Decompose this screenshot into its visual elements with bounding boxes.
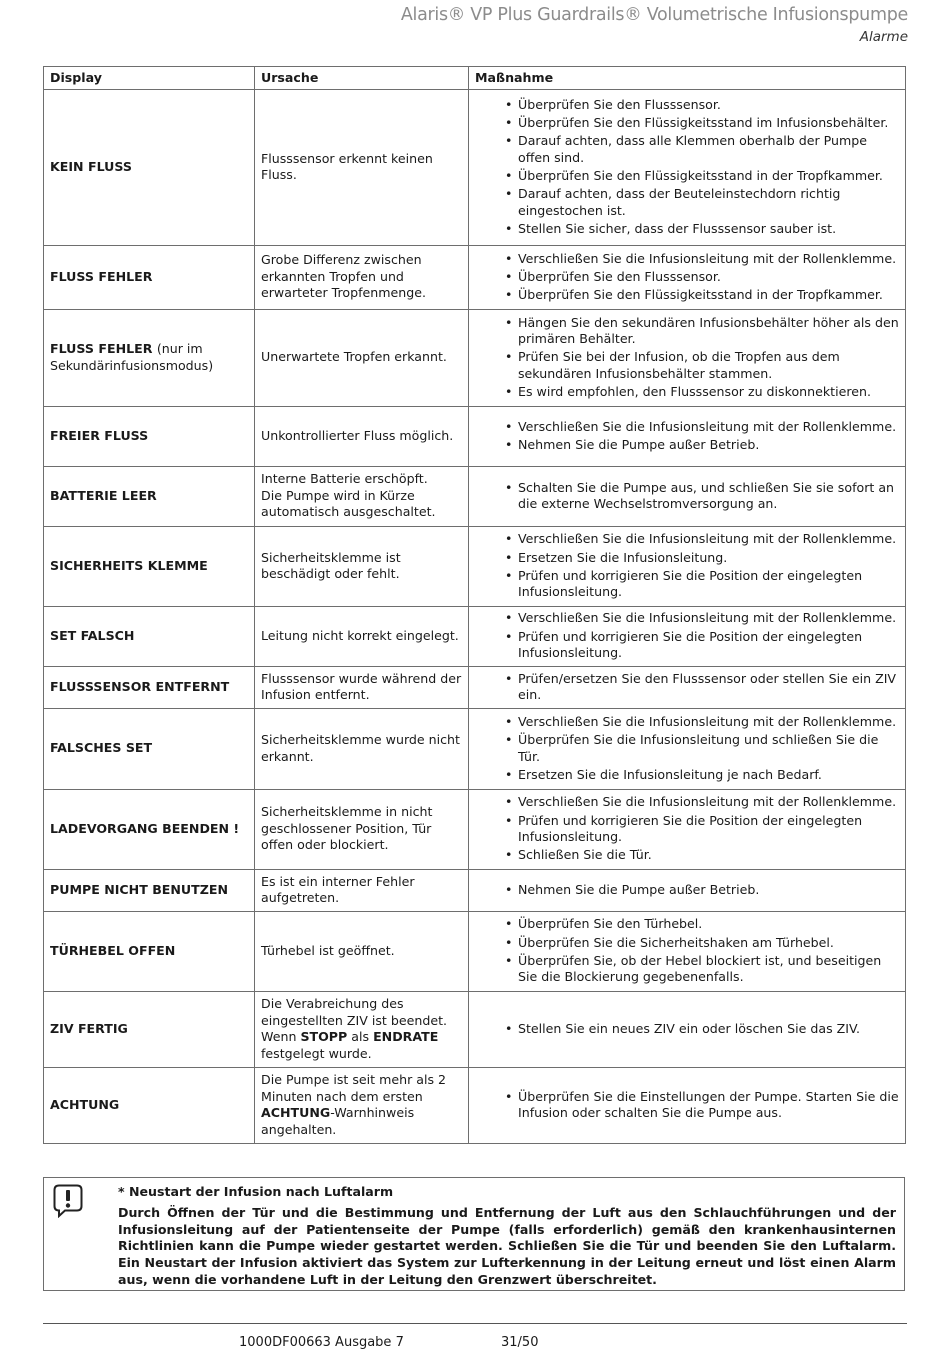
alarm-display-text: FLUSS FEHLER — [50, 268, 153, 284]
alarm-display-cell — [44, 309, 255, 406]
column-header-action: Maßnahme — [469, 67, 906, 90]
alarm-action-list — [475, 916, 899, 985]
alarm-action-list — [475, 531, 899, 600]
alarm-action-item: • Schalten Sie die Pumpe aus, und schließen Sie sie sofort an die externe Wechselstromversorgung an. — [475, 480, 899, 513]
alarm-action-item: • Prüfen/ersetzen Sie den Flusssensor oder stellen Sie ein ZIV ein. — [475, 671, 899, 704]
alarm-cause-text: Die Verabreichung des eingestellten ZIV ist beendet. Wenn — [261, 995, 448, 1045]
alarm-cause-cell — [255, 606, 469, 666]
alarm-action-item: • Überprüfen Sie die Einstellungen der Pumpe. Starten Sie die Infusion oder schalten Sie die Pumpe aus. — [475, 1089, 899, 1122]
alarm-cause-cell — [255, 406, 469, 466]
alarm-display-cell — [44, 869, 255, 911]
alarm-action-item: • Darauf achten, dass alle Klemmen oberhalb der Pumpe offen sind. — [475, 133, 899, 166]
column-header-cause: Ursache — [255, 67, 469, 90]
alarm-row — [44, 309, 906, 406]
alarm-display-text: KEIN FLUSS — [50, 158, 132, 174]
alarm-cause-cell — [255, 666, 469, 708]
alarm-display-text: BATTERIE LEER — [50, 487, 157, 503]
alarm-display-cell — [44, 606, 255, 666]
alarm-row — [44, 89, 906, 245]
alarm-display-text: FALSCHES SET — [50, 740, 153, 756]
alarm-display-text: SET FALSCH — [50, 627, 135, 643]
alarm-cause-cell — [255, 708, 469, 789]
alarm-display-text: FLUSS FEHLER — [50, 341, 153, 356]
alarm-action-cell — [469, 789, 906, 869]
alarm-cause-text: Türhebel ist geöffnet. — [261, 942, 395, 958]
warning-note-icon — [53, 1184, 83, 1222]
alarm-action-item: • Überprüfen Sie den Flüssigkeitsstand in der Tropfkammer. — [475, 287, 899, 304]
alarm-row — [44, 1067, 906, 1143]
alarm-display-text: PUMPE NICHT BENUTZEN — [50, 881, 229, 897]
alarm-action-list — [475, 315, 899, 401]
alarm-cause-text: festgelegt wurde. — [261, 1045, 372, 1061]
alarm-action-item: • Schließen Sie die Tür. — [475, 847, 899, 864]
alarm-display-text: SICHERHEITS KLEMME — [50, 557, 208, 573]
alarm-action-item: • Prüfen und korrigieren Sie die Position der eingelegten Infusionsleitung. — [475, 629, 899, 662]
alarm-row — [44, 991, 906, 1067]
alarm-cause-cell — [255, 245, 469, 309]
alarm-action-cell — [469, 708, 906, 789]
alarm-action-item: • Stellen Sie sicher, dass der Flusssensor sauber ist. — [475, 221, 899, 238]
alarm-action-cell — [469, 666, 906, 708]
alarm-table — [43, 66, 906, 1144]
alarm-action-item: • Überprüfen Sie den Flusssensor. — [475, 269, 899, 286]
alarm-action-list — [475, 671, 899, 704]
alarm-action-list — [475, 251, 899, 304]
alarm-action-item: • Überprüfen Sie die Infusionsleitung und schließen Sie die Tür. — [475, 732, 899, 765]
alarm-action-item: • Verschließen Sie die Infusionsleitung mit der Rollenklemme. — [475, 531, 899, 548]
alarm-row — [44, 466, 906, 526]
alarm-action-item: • Es wird empfohlen, den Flusssensor zu diskonnektieren. — [475, 384, 899, 401]
column-header-display: Display — [44, 67, 255, 90]
alarm-action-cell — [469, 245, 906, 309]
document-title: Alaris® VP Plus Guardrails® Volumetrische Infusionspumpe — [400, 5, 908, 25]
alarm-action-item: • Prüfen Sie bei der Infusion, ob die Tropfen aus dem sekundären Infusionsbehälter stammen. — [475, 349, 899, 382]
alarm-action-cell — [469, 869, 906, 911]
alarm-action-item: • Darauf achten, dass der Beuteleinstechdorn richtig eingestochen ist. — [475, 186, 899, 219]
alarm-cause-text: Die Pumpe ist seit mehr als 2 Minuten nach dem ersten — [261, 1071, 447, 1104]
alarm-action-cell — [469, 526, 906, 606]
alarm-cause-text: Grobe Differenz zwischen erkannten Tropfen und erwarteter Tropfenmenge. — [261, 252, 427, 301]
alarm-cause-cell — [255, 1067, 469, 1143]
alarm-cause-text: Leitung nicht korrekt eingelegt. — [261, 627, 459, 643]
alarm-action-item: • Verschließen Sie die Infusionsleitung mit der Rollenklemme. — [475, 419, 899, 436]
alarm-action-item: • Überprüfen Sie den Flüssigkeitsstand im Infusionsbehälter. — [475, 115, 899, 132]
alarm-action-item: • Ersetzen Sie die Infusionsleitung je nach Bedarf. — [475, 767, 899, 784]
alarm-display-text: ACHTUNG — [50, 1096, 120, 1112]
alarm-display-text: TÜRHEBEL OFFEN — [50, 942, 176, 958]
alarm-action-cell — [469, 89, 906, 245]
alarm-table-body — [44, 89, 906, 1143]
alarm-row — [44, 526, 906, 606]
alarm-action-item: • Stellen Sie ein neues ZIV ein oder löschen Sie das ZIV. — [475, 1021, 899, 1038]
alarm-cause-cell — [255, 309, 469, 406]
alarm-cause-text: Interne Batterie erschöpft. — [261, 471, 428, 487]
alarm-action-item: • Überprüfen Sie den Türhebel. — [475, 916, 899, 933]
table-header-row — [44, 67, 906, 90]
alarm-cause-text: Flusssensor erkennt keinen Fluss. — [261, 150, 433, 183]
alarm-cause-cell — [255, 526, 469, 606]
alarm-cause-text: Die Pumpe wird in Kürze automatisch ausgeschaltet. — [261, 487, 436, 520]
alarm-display-cell — [44, 406, 255, 466]
alarm-action-list — [475, 794, 899, 863]
alarm-display-text: FLUSSSENSOR ENTFERNT — [50, 678, 230, 694]
alarm-cause-text: Unerwartete Tropfen erkannt. — [261, 349, 447, 365]
alarm-action-list — [475, 480, 899, 513]
footer-page-number: 31/50 — [501, 1335, 539, 1350]
alarm-cause-text: Sicherheitsklemme in nicht geschlossener Position, Tür offen oder blockiert. — [261, 804, 433, 853]
alarm-row — [44, 869, 906, 911]
alarm-cause-keyword: ACHTUNG — [261, 1105, 331, 1121]
alarm-display-cell — [44, 245, 255, 309]
alarm-display-text: LADEVORGANG BEENDEN ! — [50, 820, 240, 836]
alarm-action-cell — [469, 466, 906, 526]
alarm-cause-text: Flusssensor wurde während der Infusion entfernt. — [261, 670, 462, 703]
alarm-action-item: • Verschließen Sie die Infusionsleitung mit der Rollenklemme. — [475, 610, 899, 627]
alarm-action-item: • Nehmen Sie die Pumpe außer Betrieb. — [475, 437, 899, 454]
alarm-cause-text: Sicherheitsklemme wurde nicht erkannt. — [261, 732, 460, 764]
alarm-cause-keyword: ENDRATE — [373, 1029, 439, 1045]
alarm-cause-text: -Warnhinweis angehalten. — [261, 1105, 415, 1137]
alarm-row — [44, 406, 906, 466]
alarm-cause-cell — [255, 911, 469, 991]
alarm-action-item: • Überprüfen Sie, ob der Hebel blockiert ist, und beseitigen Sie die Blockierung gegebenenfalls. — [475, 953, 899, 986]
alarm-row — [44, 245, 906, 309]
alarm-row — [44, 789, 906, 869]
alarm-action-item: • Überprüfen Sie den Flusssensor. — [475, 97, 899, 114]
footer-divider — [43, 1323, 907, 1324]
alarm-action-cell — [469, 606, 906, 666]
alarm-action-list — [475, 1021, 899, 1038]
alarm-action-list — [475, 97, 899, 237]
alarm-display-cell — [44, 991, 255, 1067]
alarm-display-text: ZIV FERTIG — [50, 1020, 128, 1036]
alarm-action-cell — [469, 911, 906, 991]
alarm-action-list — [475, 882, 899, 899]
alarm-display-text: FREIER FLUSS — [50, 427, 149, 443]
alarm-cause-text: Es ist ein interner Fehler aufgetreten. — [261, 873, 415, 906]
alarm-action-cell — [469, 309, 906, 406]
alarm-action-item: • Prüfen und korrigieren Sie die Position der eingelegten Infusionsleitung. — [475, 568, 899, 601]
alarm-row — [44, 606, 906, 666]
alarm-cause-text: als — [347, 1029, 374, 1045]
alarm-action-item: • Verschließen Sie die Infusionsleitung mit der Rollenklemme. — [475, 794, 899, 811]
footer-document-number: 1000DF00663 Ausgabe 7 — [239, 1335, 404, 1350]
alarm-cause-cell — [255, 869, 469, 911]
alarm-action-cell — [469, 1067, 906, 1143]
alarm-display-note: (nur im Sekundärinfusionsmodus) — [50, 341, 214, 373]
alarm-display-cell — [44, 89, 255, 245]
alarm-display-cell — [44, 911, 255, 991]
alarm-cause-keyword: STOPP — [300, 1029, 348, 1045]
alarm-cause-text: Unkontrollierter Fluss möglich. — [261, 427, 454, 443]
alarm-action-cell — [469, 406, 906, 466]
alarm-cause-cell — [255, 466, 469, 526]
alarm-action-cell — [469, 991, 906, 1067]
alarm-display-cell — [44, 526, 255, 606]
alarm-display-cell — [44, 466, 255, 526]
alarm-row — [44, 708, 906, 789]
alarm-cause-cell — [255, 789, 469, 869]
alarm-action-item: • Verschließen Sie die Infusionsleitung mit der Rollenklemme. — [475, 251, 899, 268]
alarm-cause-cell — [255, 991, 469, 1067]
alarm-action-list — [475, 1089, 899, 1122]
alarm-display-cell — [44, 666, 255, 708]
note-heading: * Neustart der Infusion nach Luftalarm — [118, 1184, 394, 1199]
alarm-action-item: • Hängen Sie den sekundären Infusionsbehälter höher als den primären Behälter. — [475, 315, 899, 348]
note-body: Durch Öffnen der Tür und die Bestimmung und Entfernung der Luft aus den Schlauchführungen und der Infusionsleitung auf der Patientenseite der Pumpe (falls erforderlich) gemäß den krankenhausinternen Richtlinien kann die Pumpe wieder gestartet werden. Schließen Sie die Tür und beenden Sie den Luftalarm. Ein Neustart der Infusion aktiviert das System zur Lufterkennung in der Leitung erneut und löst einen Alarm aus, wenn die vorhandene Luft in der Leitung den Grenzwert überschreitet. — [118, 1205, 896, 1287]
alarm-action-item: • Überprüfen Sie die Sicherheitshaken am Türhebel. — [475, 935, 899, 952]
alarm-action-item: • Ersetzen Sie die Infusionsleitung. — [475, 550, 899, 567]
alarm-action-list — [475, 610, 899, 661]
alarm-action-item: • Nehmen Sie die Pumpe außer Betrieb. — [475, 882, 899, 899]
alarm-action-list — [475, 419, 899, 454]
alarm-row — [44, 666, 906, 708]
alarm-action-list — [475, 714, 899, 783]
alarm-cause-text: Sicherheitsklemme ist beschädigt oder fehlt. — [261, 549, 401, 582]
alarm-row — [44, 911, 906, 991]
alarm-action-item: • Verschließen Sie die Infusionsleitung mit der Rollenklemme. — [475, 714, 899, 731]
alarm-display-cell — [44, 789, 255, 869]
alarm-cause-cell — [255, 89, 469, 245]
section-title: Alarme — [859, 29, 908, 45]
note-box — [43, 1177, 905, 1291]
alarm-display-cell — [44, 708, 255, 789]
alarm-display-cell — [44, 1067, 255, 1143]
alarm-action-item: • Überprüfen Sie den Flüssigkeitsstand in der Tropfkammer. — [475, 168, 899, 185]
alarm-action-item: • Prüfen und korrigieren Sie die Position der eingelegten Infusionsleitung. — [475, 813, 899, 846]
